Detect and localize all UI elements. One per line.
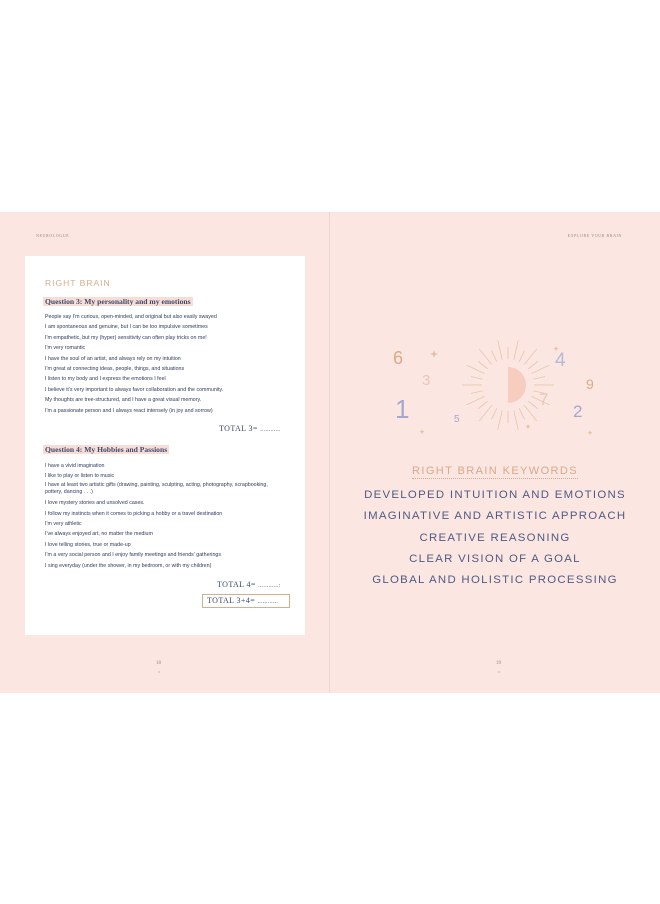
sun-ray [524,405,536,421]
keyword-item: GLOBAL AND HOLISTIC PROCESSING [372,574,618,587]
total-4-label: TOTAL 4= [217,580,256,589]
book-spread [0,212,660,693]
sun-ray [524,349,536,365]
number-two: 2 [573,402,583,421]
sun-ray [533,377,545,380]
total-4 [217,580,281,589]
sun-ray [467,396,485,405]
gutter [329,212,330,693]
list-item: I'm a very social person and I enjoy family meetings and friends' gatherings [45,552,222,559]
sun-ray [478,401,487,408]
sun-ray [528,401,537,408]
page-number-right: 19 [496,661,501,666]
total-3-blank[interactable]: ............ [260,427,281,433]
total-3-label: TOTAL 3= [219,424,258,433]
keyword-item: IMAGINATIVE AND ARTISTIC APPROACH [363,510,627,523]
number-six: 6 [393,348,404,368]
sun-ray [492,351,497,362]
question-3-title: Question 3: My personality and my emotions [45,297,191,306]
number-one: 1 [395,394,410,424]
sun-ray [514,340,518,359]
sun-ray [479,405,491,421]
sun-ray [519,408,524,419]
keyword-item: DEVELOPED INTUITION AND EMOTIONS [364,489,626,501]
list-item: I'm a passionate person and I always react intensely (in joy and sorrow) [45,407,213,414]
list-item: I've always enjoyed art, no matter the medium [45,531,153,538]
sun-ray [478,361,487,368]
sun-ray [479,349,491,365]
sun-ray [467,365,485,374]
grand-total-blank[interactable]: ............ [257,599,278,605]
number-three: 3 [422,372,431,389]
sun-ray [528,361,537,368]
number-seven: 7 [539,390,549,409]
total-4-blank[interactable]: ............: [258,583,281,589]
list-item: I follow my instincts when it comes to picking a hobby or a travel destination [45,510,223,517]
list-item: I like to play or listen to music [45,473,115,480]
keywords-list [330,485,660,591]
list-item: I'm empathetic, but my (hyper) sensitivity can often play tricks on me! [45,334,207,341]
half-sun-shape [508,367,526,403]
total-3 [219,424,281,433]
keywords-title [330,465,660,477]
question-4-list [45,461,279,571]
question-4-title: Question 4: My Hobbies and Passions [45,445,168,454]
sun-ray [471,377,483,380]
number-nine: 9 [586,376,594,392]
list-item: I believe it's very important to always favor collaboration and the community. [45,386,224,393]
grand-total-box [202,594,290,608]
grand-total-label: TOTAL 3+4= [207,596,256,605]
list-item: I'm very romantic [45,345,86,352]
sun-ray [514,410,518,429]
list-item: People say I'm curious, open-minded, and original but also easily swayed [45,314,217,320]
question-3-list [45,312,285,416]
page-ornament-right [498,671,500,673]
keywords-title-text: RIGHT BRAIN KEYWORDS [412,465,578,477]
sparkles [419,346,592,435]
sun-ray [492,408,497,419]
number-five: 5 [454,414,460,425]
number-four: 4 [555,350,566,371]
list-item: I'm very athletic [45,521,82,528]
keyword-item: CREATIVE REASONING [419,531,571,544]
sun-ray [519,351,524,362]
list-item: My thoughts are tree-structured, and I have a great visual memory. [45,397,202,404]
page-number-left: 18 [156,661,161,666]
questionnaire-card [25,256,305,635]
list-item: I listen to my body and I express the emotions I feel [45,376,166,383]
running-head-left: NEUROLOGUE [36,233,70,238]
page-ornament-left [158,671,160,673]
sun-ray [498,410,502,429]
running-head-right: EXPLORE YOUR BRAIN [567,233,622,238]
list-item: I love telling stories, true or made-up [45,541,131,548]
list-item: I have a vivid imagination [45,463,105,469]
section-label: RIGHT BRAIN [45,278,111,288]
list-item: I'm great at connecting ideas, people, things, and situations [45,366,185,373]
sun-ray [531,365,549,374]
list-item: I sing everyday (under the shower, in my bedroom, or with my children) [45,562,212,569]
keyword-item: CLEAR VISION OF A GOAL [409,552,581,565]
list-item: I love mystery stories and unsolved cases. [45,500,145,507]
sun-icon [380,332,610,442]
sun-ray [498,340,502,359]
list-item: I have the soul of an artist, and always rely on my intuition [45,355,181,362]
sun-ray [471,391,483,394]
list-item: I am spontaneous and genuine, but I can be too impulsive sometimes [45,324,208,331]
list-item: I have at least two artistic gifts (drawing, painting, sculpting, acting, photography, scrapbooking, pottery, dancing . . .) [45,481,268,496]
